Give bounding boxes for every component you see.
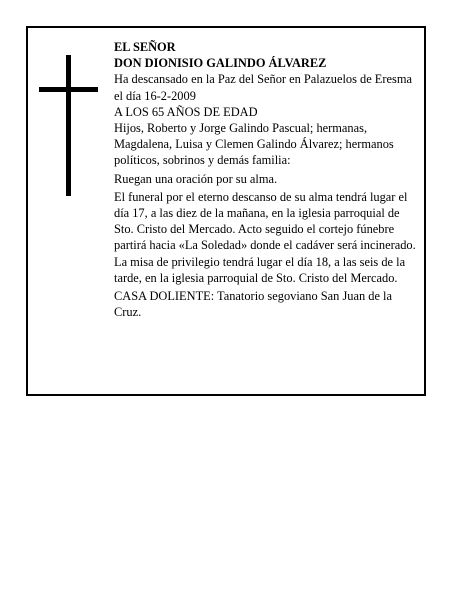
- cross-vertical-bar: [66, 55, 71, 196]
- age-line: A LOS 65 AÑOS DE EDAD: [114, 104, 258, 119]
- deceased-name: DON DIONISIO GALINDO ÁLVAREZ: [114, 56, 327, 71]
- death-announcement: Ha descansado en la Paz del Señor en Palazuelos de Eresma el día 16-2-2009: [114, 72, 412, 103]
- obituary-notice: [26, 26, 426, 396]
- header-line: EL SEÑOR: [114, 40, 176, 54]
- house-of-mourning: CASA DOLIENTE: Tanatorio segoviano San Juan de la Cruz.: [114, 289, 392, 320]
- prayer-request: Ruegan una oración por su alma.: [114, 171, 278, 186]
- cross-horizontal-bar: [39, 87, 98, 92]
- family-list: Hijos, Roberto y Jorge Galindo Pascual; hermanas, Magdalena, Luisa y Clemen Galindo Álvarez; hermanos políticos, sobrinos y demás familia:: [114, 121, 394, 168]
- funeral-details: El funeral por el eterno descanso de su alma tendrá lugar el día 17, a las diez de la mañana, en la iglesia parroquial de Sto. Cristo del Mercado. Acto seguido el cortejo fúnebre partirá hacia «La Soledad» donde el cadáver será incinerado. La misa de privilegio tendrá lugar el día 18, a las seis de la tarde, en la iglesia parroquial de Sto. Cristo del Mercado.: [114, 189, 416, 285]
- obituary-text: [114, 39, 420, 320]
